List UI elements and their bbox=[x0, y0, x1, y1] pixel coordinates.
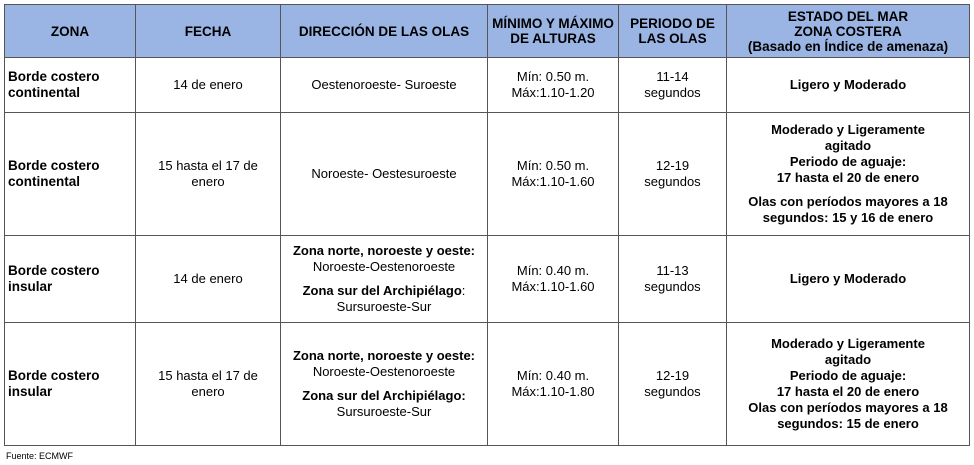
fecha-cell: 14 de enero bbox=[136, 58, 281, 113]
periodo-cell: 12-19 segundos bbox=[619, 323, 727, 446]
fecha-cell: 15 hasta el 17 de enero bbox=[136, 323, 281, 446]
fecha-cell: 15 hasta el 17 de enero bbox=[136, 113, 281, 236]
zona-cell: Borde costero insular bbox=[5, 323, 136, 446]
periodo-cell: 12-19 segundos bbox=[619, 113, 727, 236]
fecha-cell: 14 de enero bbox=[136, 236, 281, 323]
header-row bbox=[5, 5, 970, 58]
direccion-cell: Noroeste- Oestesuroeste bbox=[281, 113, 488, 236]
estado-cell: Ligero y Moderado bbox=[727, 58, 970, 113]
zona-cell: Borde costero continental bbox=[5, 113, 136, 236]
alturas-cell: Mín: 0.40 m. Máx:1.10-1.80 bbox=[488, 323, 619, 446]
forecast-table bbox=[4, 4, 970, 446]
table-row bbox=[5, 58, 970, 113]
header-alturas: MÍNIMO Y MÁXIMO DE ALTURAS bbox=[488, 5, 619, 58]
header-direccion: DIRECCIÓN DE LAS OLAS bbox=[281, 5, 488, 58]
direccion-cell: Zona norte, noroeste y oeste: Noroeste-Oestenoroeste Zona sur del Archipiélago: Sursuroeste-Sur bbox=[281, 323, 488, 446]
zona-cell: Borde costero insular bbox=[5, 236, 136, 323]
estado-cell: Ligero y Moderado bbox=[727, 236, 970, 323]
header-estado: ESTADO DEL MAR ZONA COSTERA (Basado en Índice de amenaza) bbox=[727, 5, 970, 58]
alturas-cell: Mín: 0.50 m. Máx:1.10-1.20 bbox=[488, 58, 619, 113]
header-periodo: PERIODO DE LAS OLAS bbox=[619, 5, 727, 58]
header-fecha: FECHA bbox=[136, 5, 281, 58]
periodo-cell: 11-14 segundos bbox=[619, 58, 727, 113]
zona-cell: Borde costero continental bbox=[5, 58, 136, 113]
table-row bbox=[5, 323, 970, 446]
table-row bbox=[5, 236, 970, 323]
periodo-cell: 11-13 segundos bbox=[619, 236, 727, 323]
direccion-cell: Oestenoroeste- Suroeste bbox=[281, 58, 488, 113]
table-row bbox=[5, 113, 970, 236]
alturas-cell: Mín: 0.40 m. Máx:1.10-1.60 bbox=[488, 236, 619, 323]
alturas-cell: Mín: 0.50 m. Máx:1.10-1.60 bbox=[488, 113, 619, 236]
header-zona: ZONA bbox=[5, 5, 136, 58]
estado-cell: Moderado y Ligeramente agitado Periodo de aguaje: 17 hasta el 20 de enero Olas con períodos mayores a 18 segundos: 15 y 16 de enero bbox=[727, 113, 970, 236]
estado-cell: Moderado y Ligeramente agitado Periodo de aguaje: 17 hasta el 20 de enero Olas con períodos mayores a 18 segundos: 15 de enero bbox=[727, 323, 970, 446]
direccion-cell: Zona norte, noroeste y oeste: Noroeste-Oestenoroeste Zona sur del Archipiélago: Sursuroeste-Sur bbox=[281, 236, 488, 323]
source-note: Fuente: ECMWF bbox=[6, 451, 74, 461]
